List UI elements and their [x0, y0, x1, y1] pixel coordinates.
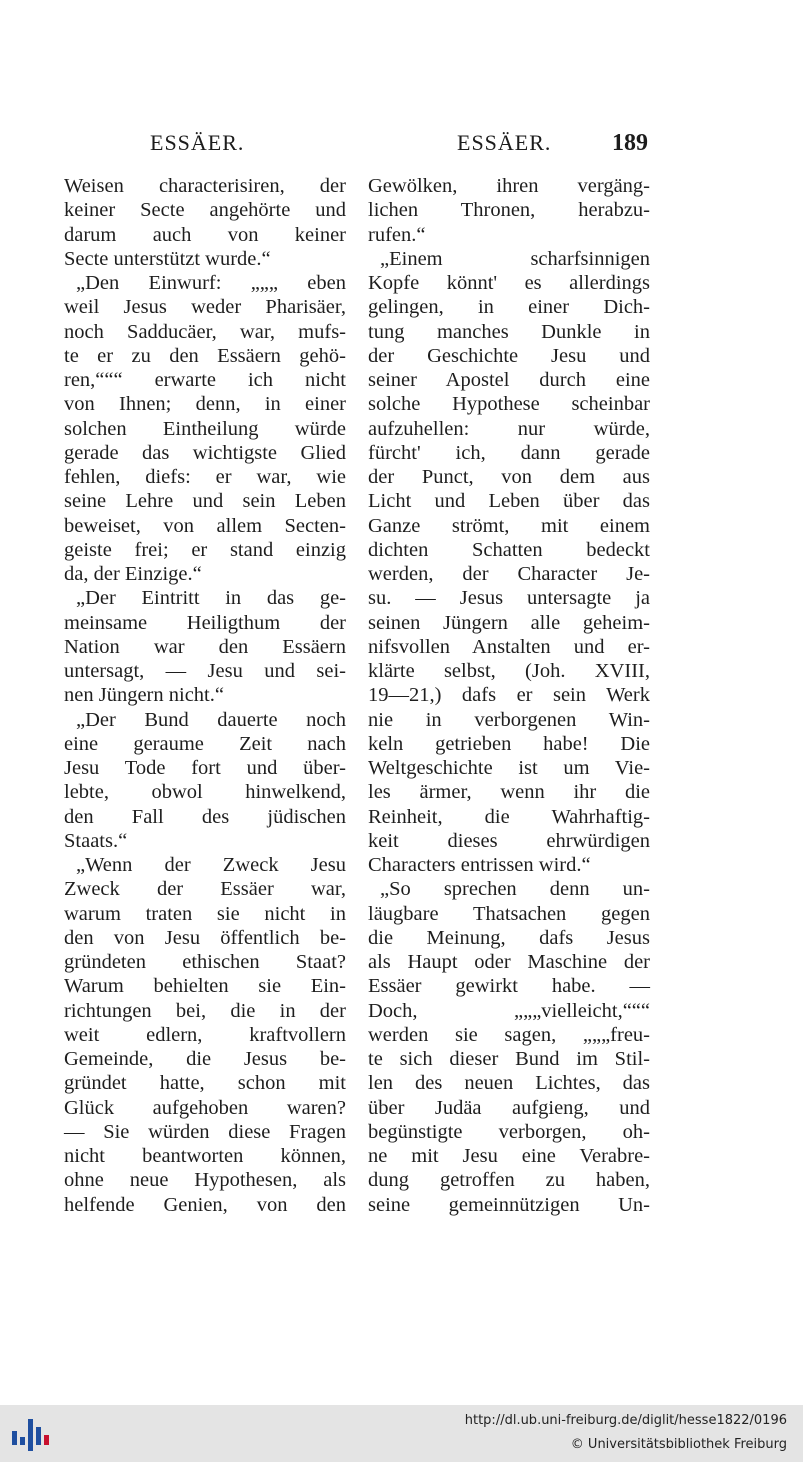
text-line: tung manches Dunkle in: [368, 320, 650, 343]
text-line: Kopfe könnt' es allerdings: [368, 272, 650, 294]
text-line: gründet hatte, schon mit: [64, 1072, 346, 1095]
text-line: Glück aufgehoben waren?: [64, 1096, 346, 1119]
text-line: werden sie sagen, „„„freu-: [368, 1023, 650, 1046]
page-number: 189: [612, 130, 648, 156]
text-line: meinsame Heiligthum der: [64, 611, 346, 634]
text-line: Essäer gewirkt habe. —: [368, 975, 650, 998]
text-line: te sich dieser Bund im Stil-: [368, 1048, 650, 1070]
text-line: werden, der Character Je-: [368, 563, 650, 585]
text-line: über Judäa aufgieng, und: [368, 1096, 650, 1119]
text-line: keln getrieben habe! Die: [368, 732, 650, 755]
text-line: Weltgeschichte ist um Vie-: [368, 757, 650, 779]
text-line: „So sprechen denn un-: [380, 878, 650, 901]
text-line: len des neuen Lichtes, das: [368, 1072, 650, 1095]
text-line: weit edlern, kraftvollern: [64, 1023, 346, 1046]
text-line: Warum behielten sie Ein-: [64, 975, 346, 998]
text-line: lebte, obwol hinwelkend,: [64, 781, 346, 804]
text-line: den Fall des jüdischen: [64, 805, 346, 828]
text-line: aufzuhellen: nur würde,: [368, 417, 650, 440]
text-line: Doch, „„„vielleicht,“““: [368, 999, 650, 1022]
text-line: ohne neue Hypothesen, als: [64, 1169, 346, 1192]
text-line: su. — Jesus untersagte ja: [368, 587, 650, 610]
text-line: dung getroffen zu haben,: [368, 1169, 650, 1192]
text-line: lichen Thronen, herabzu-: [368, 199, 650, 222]
text-line: keiner Secte angehörte und: [64, 199, 346, 222]
text-line: gerade das wichtigste Glied: [64, 441, 346, 464]
text-line: weil Jesus weder Pharisäer,: [64, 296, 346, 319]
text-line: helfende Genien, von den: [64, 1193, 346, 1216]
text-line: te er zu den Essäern gehö-: [64, 344, 346, 367]
text-line: seiner Apostel durch eine: [368, 369, 650, 391]
text-line: eine geraume Zeit nach: [64, 732, 346, 755]
text-line: Nation war den Essäern: [64, 635, 346, 658]
text-line: dichten Schatten bedeckt: [368, 538, 650, 561]
running-head-right: ESSÄER.: [457, 130, 552, 155]
text-line: Licht und Leben über das: [368, 490, 650, 513]
text-line: Secte unterstützt wurde.“: [64, 247, 271, 270]
text-line: gründeten ethischen Staat?: [64, 951, 346, 973]
text-line: darum auch von keiner: [64, 223, 346, 246]
text-line: warum traten sie nicht in: [64, 902, 346, 925]
text-line: „Wenn der Zweck Jesu: [76, 854, 346, 876]
viewer-footer: [0, 1405, 803, 1462]
text-line: nie in verborgenen Win-: [368, 708, 650, 731]
text-line: richtungen bei, die in der: [64, 999, 346, 1022]
text-line: noch Sadducäer, war, mufs-: [64, 320, 346, 343]
right-text-column: [368, 174, 650, 1217]
text-line: Jesu Tode fort und über-: [64, 757, 346, 779]
text-line: seine gemeinnützigen Un-: [368, 1193, 650, 1216]
text-line: läugbare Thatsachen gegen: [368, 902, 650, 925]
text-line: Gewölken, ihren vergäng-: [368, 175, 650, 197]
left-text-column: [64, 174, 346, 1217]
text-line: Staats.“: [64, 829, 128, 852]
text-line: Gemeinde, die Jesus be-: [64, 1048, 346, 1070]
text-line: ne mit Jesu eine Verabre-: [368, 1145, 650, 1167]
text-line: — Sie würden diese Fragen: [64, 1120, 346, 1143]
text-line: fehlen, diefs: er war, wie: [64, 466, 346, 488]
text-line: da, der Einzige.“: [64, 563, 202, 585]
text-line: seine Lehre und sein Leben: [64, 490, 346, 513]
copyright-notice: © Universitätsbibliothek Freiburg: [570, 1437, 787, 1452]
text-line: geiste frei; er stand einzig: [64, 538, 346, 561]
text-line: „Einem scharfsinnigen: [380, 247, 650, 270]
text-line: les ärmer, wenn ihr die: [368, 781, 650, 804]
text-line: solchen Eintheilung würde: [64, 417, 346, 440]
text-line: Reinheit, die Wahrhaftig-: [368, 805, 650, 828]
text-line: „Der Bund dauerte noch: [76, 708, 346, 731]
text-line: 19—21,) dafs er sein Werk: [368, 684, 650, 707]
text-line: Zweck der Essäer war,: [64, 878, 346, 901]
text-line: der Punct, von dem aus: [368, 466, 650, 488]
text-line: die Meinung, dafs Jesus: [368, 926, 650, 949]
text-line: fürcht' ich, dann gerade: [368, 441, 650, 464]
text-line: solche Hypothese scheinbar: [368, 393, 650, 416]
text-line: als Haupt oder Maschine der: [368, 951, 650, 973]
text-line: nicht beantworten können,: [64, 1145, 346, 1167]
text-line: gelingen, in einer Dich-: [368, 296, 650, 319]
text-line: klärte selbst, (Joh. XVIII,: [368, 660, 650, 682]
text-line: begünstigte verborgen, oh-: [368, 1120, 650, 1143]
text-line: Characters entrissen wird.“: [368, 854, 591, 876]
text-line: den von Jesu öffentlich be-: [64, 926, 346, 949]
text-line: keit dieses ehrwürdigen: [368, 829, 650, 852]
text-line: von Ihnen; denn, in einer: [64, 393, 346, 416]
text-line: nen Jüngern nicht.“: [64, 684, 224, 707]
ub-freiburg-logo-icon[interactable]: [10, 1415, 50, 1455]
text-line: Ganze strömt, mit einem: [368, 514, 650, 537]
text-line: rufen.“: [368, 223, 426, 246]
text-line: ren,“““ erwarte ich nicht: [64, 369, 346, 391]
text-line: nifsvollen Anstalten und er-: [368, 635, 650, 658]
document-url-link[interactable]: http://dl.ub.uni-freiburg.de/diglit/hesse1822/0196: [464, 1413, 787, 1428]
text-line: Weisen characterisiren, der: [64, 175, 346, 197]
running-head-left: ESSÄER.: [150, 130, 245, 155]
text-line: „Den Einwurf: „„„ eben: [76, 272, 346, 294]
text-line: „Der Eintritt in das ge-: [76, 587, 346, 610]
text-line: der Geschichte Jesu und: [368, 344, 650, 367]
text-line: untersagt, — Jesu und sei-: [64, 660, 346, 682]
text-line: beweiset, von allem Secten-: [64, 514, 346, 537]
text-line: seinen Jüngern alle geheim-: [368, 611, 650, 634]
